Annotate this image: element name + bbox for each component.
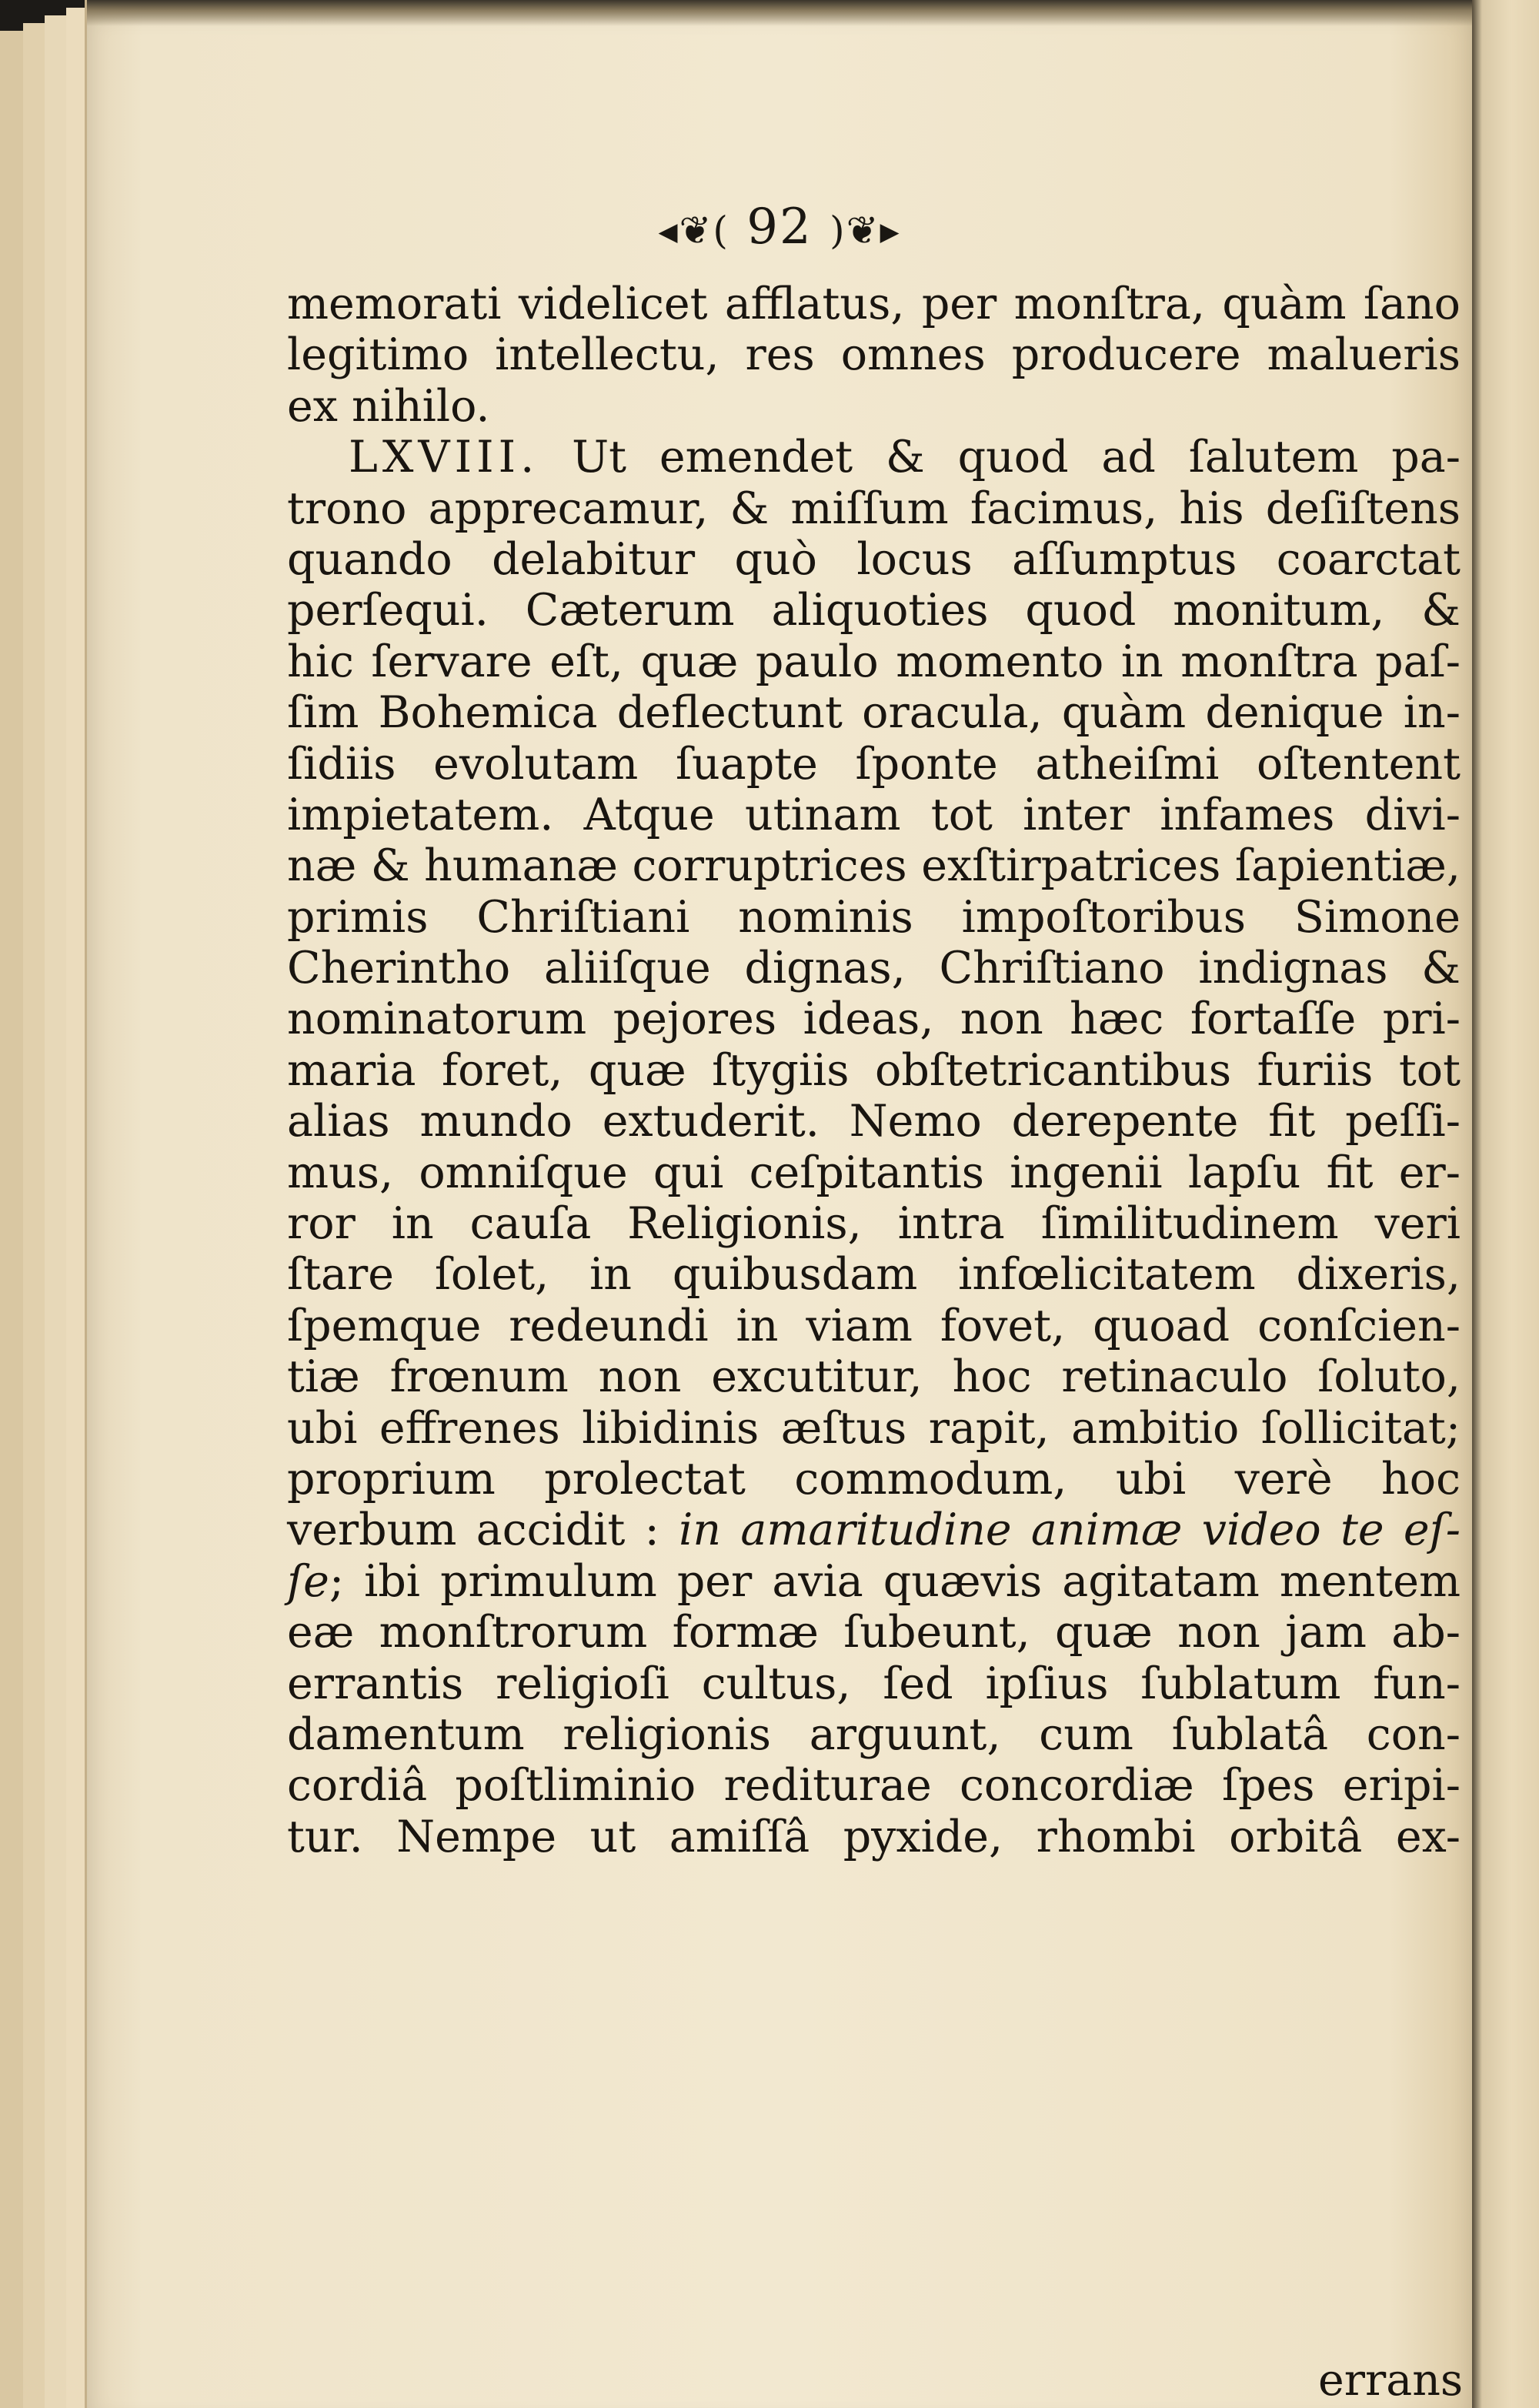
- text-line: nominatorum pejores ideas, non hæc fortaſſe pri-: [287, 994, 1461, 1045]
- page-number: 92: [746, 199, 813, 255]
- text-line: damentum religionis arguunt, cum ſublatâ con-: [287, 1708, 1461, 1760]
- text-line: legitimo intellectu, res omnes producere malueris: [287, 329, 1461, 381]
- text-line: impietatem. Atque utinam tot inter infames divi-: [287, 789, 1461, 840]
- text-line: ex nihilo.: [287, 380, 490, 432]
- section-start-line: [287, 432, 1461, 483]
- page-header: [87, 199, 1472, 255]
- text-line: ſidiis evolutam ſuapte ſponte atheiſmi oſtentent: [287, 738, 1461, 790]
- text-line: Ut emendet & quod ad ſalutem pa-: [572, 432, 1461, 483]
- text-line: quando delabitur quò locus aſſumptus coarctat: [287, 533, 1461, 585]
- text-line: maria foret, quæ ſtygiis obſtetricantibus furiis tot: [287, 1044, 1461, 1096]
- section-label: LXVIII.: [349, 432, 539, 483]
- catchword: errans: [1318, 2355, 1464, 2406]
- header-ornament-left: ◂❦(: [658, 208, 729, 253]
- text-line: alias mundo extuderit. Nemo derepente fit peſſi-: [287, 1096, 1461, 1147]
- text-line: verbum accidit :: [287, 1505, 659, 1556]
- text-line: mus, omniſque qui ceſpitantis ingenii lapſu fit er-: [287, 1147, 1461, 1198]
- text-line: ſpemque redeundi in viam fovet, quoad conſcien-: [287, 1300, 1461, 1351]
- text-line: perſequi. Cæterum aliquoties quod monitum, &: [287, 585, 1461, 636]
- text-line: trono apprecamur, & miſſum facimus, his deſiſtens: [287, 483, 1461, 534]
- text-line: Cherintho aliiſque dignas, Chriſtiano indignas &: [287, 943, 1461, 994]
- text-line: tiæ frœnum non excutitur, hoc retinaculo ſoluto,: [287, 1351, 1461, 1403]
- text-line: proprium prolectat commodum, ubi verè hoc: [287, 1453, 1461, 1505]
- text-line: eæ monſtrorum formæ ſubeunt, quæ non jam ab-: [287, 1607, 1461, 1658]
- text-line: ſim Bohemica deflectunt oracula, quàm denique in-: [287, 687, 1461, 739]
- text-line: næ & humanæ corruptrices exſtirpatrices ſapientiæ,: [287, 840, 1461, 892]
- text-line: ſe; ibi primulum per avia quævis agitatam mentem: [287, 1555, 1461, 1607]
- text-line: ror in cauſa Religionis, intra ſimilitudinem veri: [287, 1198, 1461, 1250]
- text-line: cordiâ poſtliminio rediturae concordiæ ſpes eripi-: [287, 1760, 1461, 1812]
- quote-line: [287, 1505, 1461, 1555]
- header-ornament-right: )❦▸: [830, 208, 901, 253]
- italic-quote-end: ſe: [287, 1555, 329, 1607]
- italic-quote: in amaritudine animæ video te eſ-: [679, 1505, 1461, 1556]
- text-line: primis Chriſtiani nominis impoſtoribus Simone: [287, 891, 1461, 943]
- text-line: tur. Nempe ut amiſſâ pyxide, rhombi orbitâ ex-: [287, 1811, 1461, 1862]
- facing-page-edge: [1465, 0, 1539, 2408]
- text-line: ubi effrenes libidinis æſtus rapit, ambitio ſollicitat;: [287, 1402, 1461, 1454]
- body-text: [287, 279, 1461, 1862]
- text-line: ſtare ſolet, in quibusdam infœlicitatem dixeris,: [287, 1249, 1461, 1301]
- text-line: hic ſervare eſt, quæ paulo momento in monſtra paſ-: [287, 636, 1461, 687]
- text-line: memorati videlicet afflatus, per monſtra, quàm ſano: [287, 279, 1461, 329]
- text-line: errantis religioſi cultus, ſed ipſius ſublatum fun-: [287, 1658, 1461, 1709]
- book-page: [85, 0, 1472, 2408]
- page-top-shadow: [87, 0, 1472, 26]
